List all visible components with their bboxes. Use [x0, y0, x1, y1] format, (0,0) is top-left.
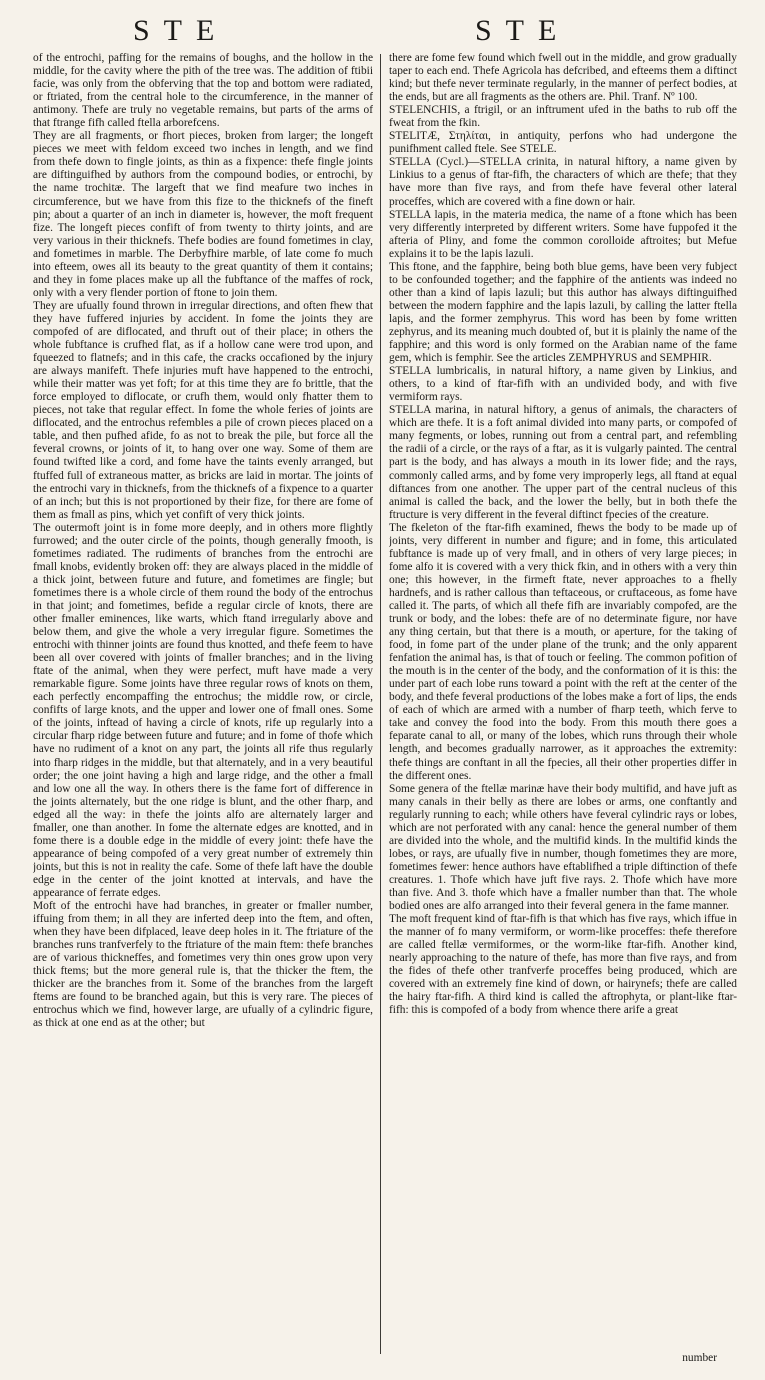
entry-stelenchis: STELENCHIS, a ftrigil, or an inftrument ufed in the baths to rub off the fweat from the fkin.: [389, 104, 737, 130]
paragraph: The moft frequent kind of ftar-fifh is that which has five rays, which iffue in the manner of fo many vermiform, or worm-like proceffes: thefe therefore are called ftellæ vermiformes, or the worm-like ftar-fifh. Another kind, nearly approaching to the nature of thefe, has more than five rays, and from the fides of thefe other tranfverfe proceffes being produced, which are covered with an extremely fine kind of down, or hairynefs; thefe are called the hairy ftar-fifh. A third kind is called the aftrophyta, or plant-like ftar-fifh: this is compofed of a body from whence there arife a great: [389, 913, 737, 1017]
paragraph: The outermoft joint is in fome more deeply, and in others more flightly furrowed; and the outer circle of the points, though generally fmooth, is fometimes radiated. The rudiments of branches from the entrochi are fmall knobs, evidently broken off: they are always placed in the middle of a thick joint, between future and future, and fometimes are fingle; but fometimes there is a whole circle of them round the body of the entrochus in that joint; and fometimes, befide a regular circle of knots, there are other fmaller eminences, like warts, which ftand irregularly above and below them, and give the whole a very irregular figure. Sometimes the entrochi with thinner joints are found thus knotted, and thefe feem to have been all over covered with joints of fmaller branches; and in the living ftate of the animal, when they were perfect, muft have made a very remarkable figure. Some joints have three regular rows of knots on them, each perfectly encompaffing the entrochus; the middle row, or circle, confifts of large knots, and the upper and lower one of fmall ones. Some of the joints, inftead of having a circle of knots, rife up regularly into a circular fharp ridge between future and future; and in fome of thofe which have no rudiment of a knot on any part, the joints all rife thus regularly into fharp ridges in the middle, but that alternately, and in a very beautiful order; the one joint having a high and large ridge, and the other a fmall and low one all the way. In others there is the fame fort of difference in the joints alternately, but the one ridge is blunt, and the other fharp, and edged all the way: in thefe the joints alfo are alternately larger and fmaller, one than another. In fome the alternate edges are knotted, and in fome there is a double edge in the middle of every joint: thefe have the appearance of being compofed of a very great number of extremely thin joints, but this is not in reality the cafe. Some of thefe laft have the double edge in the center of the joint knotted at intervals, and have the appearance of ferrate edges.: [33, 521, 373, 899]
paragraph: The fkeleton of the ftar-fifh examined, fhews the body to be made up of joints, very different in number and figure; and in fome, this articulated fubftance is made up of very fmall, and in others of very large pieces; in fome alfo it is covered with a very thick fkin, and in others with a very thin one; this however, in the firmeft ftate, never approaches to a fhelly hardnefs, and is rather callous than teftaceous, or cruftaceous, as fome have called it. The parts, of which all thefe fifh are invariably compofed, are the trunk or body, and the lobes: thefe are of no determinate figure, nor have any thing certain, but that there is a mouth, or aperture, for the taking of food, in fome part of the under plane of the trunk; and the only apparent fenfation the animal has, is that of touch or feeling. The common pofition of the mouth is in the center of the body, and the conformation of it is this: the under part of each lobe runs toward a point with the reft at the center of the body, and thefe feveral productions of the lobes make a fort of lips, the ends of each of which are armed with a number of fharp teeth, which ferve to take and convey the food into the body. From this mouth there goes a feparate canal to all, or many of the lobes, which runs through their whole length, and becomes gradually narrower, as it approaches the extremity: thefe things are conftant in all the fpecies, all their other properties differ in the different ones.: [389, 521, 737, 782]
paragraph: They are all fragments, or fhort pieces, broken from larger; the longeft pieces we meet with feldom exceed two inches in length, and we find from thefe down to fingle joints, as thin as a fixpence: thefe fingle joints are diftinguifhed by authors from the compound bodies, or entrochi, by the name trochitæ. The largeft that we find meafure two inches in circumference, but we have from this fize to the thicknefs of the fineft pin; about a quarter of an inch in diameter is, however, the moft frequent fize. The longeft pieces confift of from twenty to thirty joints, and are very various in their thicknefs. Thefe bodies are found fometimes in clay, and fometimes in marble. The Derbyfhire marble, of late come fo much into efteem, owes all its beauty to the great quantity of them it contains; and they in fome places make up all the fubftance of the maffes of rock, only with a very flender portion of ftone to join them.: [33, 130, 373, 299]
entry-stella-lumbricalis: STELLA lumbricalis, in natural hiftory, a name given by Linkius, and others, to a kind of ftar-fifh with an undivided body, and with five vermiform rays.: [389, 365, 737, 404]
paragraph: Moft of the entrochi have had branches, in greater or fmaller number, iffuing from them; in all they are inferted deep into the ftem, and often, when they have been difplaced, leave deep holes in it. The ftriature of the branches runs tranfverfely to the ftriature of the main ftem: thefe branches are of various thickneffes, and fometimes very thin ones grow upon very thick ftems; but the more general rule is, that the thicker the ftem, the thicker are the branches from it. Some of the branches from the largeft ftems are found to be branched again, but this is very rare. The pieces of entrochus which we find, however large, are ufually of a cylindric figure, as thick at one end as at the other; but: [33, 900, 373, 1030]
running-header: [0, 14, 765, 54]
catchword: number: [682, 1352, 717, 1364]
entry-stella-crinita: STELLA (Cycl.)—STELLA crinita, in natural hiftory, a name given by Linkius to a genus of ftar-fifh, the characters of which are thefe; that they have more than five rays, and from thefe have feveral other lateral proceffes, which are covered with a fine down or hair.: [389, 156, 737, 208]
paragraph: This ftone, and the fapphire, being both blue gems, have been very fubject to be confounded together; and the fapphire of the antients was indeed no other than a kind of lapis lazuli; but this author has always diftinguifhed between the modern fapphire and the lapis lazuli, by calling the latter ftella lapis, and the former zemphyrus. This word has been by fome written zephyrus, and its meaning much doubted of, but it is plainly the name of the fapphire; and this word is only formed on the Arabian name of the fame gem, which is femphir. See the articles ZEMPHYRUS and SEMPHIR.: [389, 260, 737, 365]
entry-stella-lapis: STELLA lapis, in the materia medica, the name of a ftone which has been very differently interpreted by different writers. Some have fuppofed it the afteria of Pliny, and fome the common corolloide aftroites; but Mefue explains it to be the lapis lazuli.: [389, 208, 737, 260]
paragraph: Some genera of the ftellæ marinæ have their body multifid, and have juft as many canals in their belly as there are lobes or arms, one conftantly and regularly running to each; while others have feveral cylindric rays or lobes, which are not perforated with any canal: hence the general number of them are divided into the whole, and the multifid kinds. In the multifid kinds the lobes, or rays, are ufually five in number, though fometimes they are more, fometimes fewer: hence authors have eftablifhed a triple diftinction of thefe creatures. 1. Thofe which have juft five rays. 2. Thofe which have more than five. And 3. thofe which have a fmaller number than that. The whole bodied ones are alfo arranged into their feveral genera in the fame manner.: [389, 782, 737, 913]
paragraph: of the entrochi, paffing for the remains of boughs, and the hollow in the middle, for the cavity where the pith of the tree was. The addition of ftibii facie, was only from the obferving that the top and bottom were radiated, or ftriated, from the central hole to the circumference, in the manner of antimony. Thefe are truly no vegetable remains, but parts of the arms of that ftrange fifh called ftella arborefcens.: [33, 52, 373, 130]
paragraph: They are ufually found thrown in irregular directions, and often fhew that they have fuffered injuries by accident. In fome the joints they are compofed of are diflocated, and thruft out of their place; in others the whole fubftance is crufhed flat, as if a hollow cane were trod upon, and fqueezed to flatnefs; and in this cafe, the cracks occafioned by the injury are always manifeft. Thefe injuries muft have happened to the entrochi, while their matter was yet foft; for at this time they are fo brittle, that the force employed to diflocate, or crufh them, would only fhatter them to pieces, not take that regular effect. In fome the whole feries of joints are diflocated, and the entrochus refembles a pile of crown pieces placed on a table, and then pufhed afide, fo as not to break the pile, but force all the feveral crowns, or joints of it, to hang over one way. Some of them are found twifted like a cord, and fome have the taints evenly arranged, but ftuffed full of extraneous matter, as bricks are laid in mortar. The joints of the entrochi vary in thicknefs, from the thicknefs of a fixpence to a quarter of an inch; but this is not proportioned by their fize, for there are fome of them as fmall as pins, which yet confift of very thick joints.: [33, 299, 373, 521]
running-head-right: STE: [475, 14, 571, 47]
column-divider: [380, 54, 381, 1354]
entry-stella-marina: STELLA marina, in natural hiftory, a genus of animals, the characters of which are thefe. It is a foft animal divided into many parts, or compofed of many fegments, or lobes, running out from a central part, and refembling the radii of a circle, or the rays of a ftar, as it is vulgarly painted. The central part is the body, and has always a mouth in its lower fide; and the rays, commonly called arms, and by fome very improperly legs, all ftand at equal diftances from one another. The upper part of the central nucleus of this animal is called the back, and the lower the belly, but in both thefe the ftructure is very different in the feveral diftinct fpecies of the creature.: [389, 404, 737, 521]
running-head-left: STE: [133, 14, 229, 47]
paragraph: there are fome few found which fwell out in the middle, and grow gradually taper to each end. Thefe Agricola has defcribed, and efteems them a diftinct kind; but thefe never terminate regularly, in the manner of perfect bodies, at the ends, but are all fragments as the others are. Phil. Tranf. Nº 100.: [389, 52, 737, 104]
entry-stelitae: STELITÆ, Στηλίται, in antiquity, perfons who had undergone the punifhment called ftele. See STELE.: [389, 130, 737, 156]
left-column: [33, 52, 373, 1370]
right-column: [389, 52, 737, 1370]
